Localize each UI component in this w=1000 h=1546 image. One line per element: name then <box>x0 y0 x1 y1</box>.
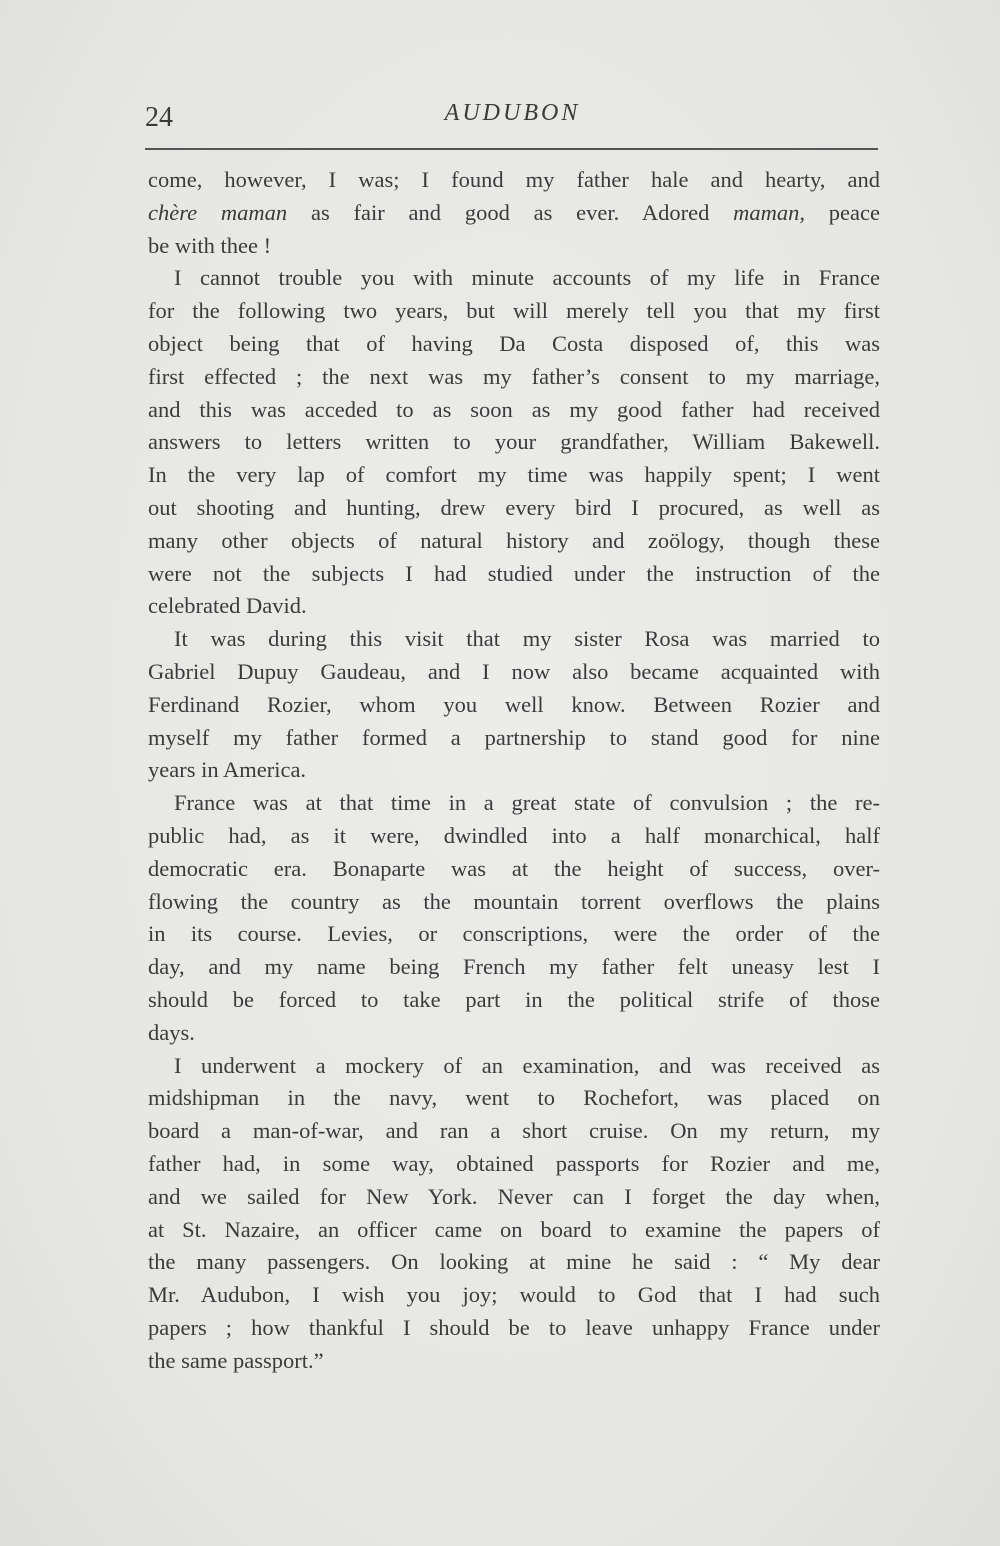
text-line: years in America. <box>148 757 307 783</box>
paragraph-3 <box>148 623 880 787</box>
text-line: democratic era. Bonaparte was at the height of success, over- <box>148 855 880 881</box>
text-line: and we sailed for New York. Never can I forget the day when, <box>148 1183 880 1209</box>
text-line: at St. Nazaire, an officer came on board to examine the papers of <box>148 1216 880 1242</box>
text-line: come, however, I was; I found my father hale and hearty, and <box>148 167 880 192</box>
text-line: be with thee ! <box>148 232 272 258</box>
text-line: Mr. Audubon, I wish you joy; would to God that I had such <box>148 1282 880 1308</box>
text-line: midshipman in the navy, went to Rochefort, was placed on <box>148 1085 880 1111</box>
paragraph-5 <box>148 1050 880 1378</box>
text-line: day, and my name being French my father felt uneasy lest I <box>148 954 880 980</box>
text-line: first effected ; the next was my father’s consent to my marriage, <box>148 363 880 389</box>
text-line: celebrated David. <box>148 593 307 619</box>
text-line: object being that of having Da Costa disposed of, this was <box>148 330 880 356</box>
italic-phrase: maman, <box>733 199 805 225</box>
paragraph-2 <box>148 262 880 623</box>
text-line: I cannot trouble you with minute accounts of my life in France <box>174 265 880 291</box>
text-line: the same passport.” <box>148 1347 324 1373</box>
text-line: for the following two years, but will merely tell you that my first <box>148 298 880 324</box>
text-line: should be forced to take part in the political strife of those <box>148 986 880 1012</box>
text-line: father had, in some way, obtained passports for Rozier and me, <box>148 1150 880 1176</box>
text-line: were not the subjects I had studied under the instruction of the <box>148 560 880 586</box>
page-number: 24 <box>145 102 173 133</box>
text-line: France was at that time in a great state of convulsion ; the re- <box>174 790 880 816</box>
page-header <box>145 100 880 140</box>
italic-phrase: chère maman <box>148 199 288 225</box>
text-line: Gabriel Dupuy Gaudeau, and I now also became acquainted with <box>148 658 880 684</box>
text-line: board a man-of-war, and ran a short cruise. On my return, my <box>148 1118 880 1144</box>
body-text <box>148 164 880 1377</box>
text-line: It was during this visit that my sister Rosa was married to <box>174 626 880 652</box>
text-line: flowing the country as the mountain torrent overflows the plains <box>148 888 880 914</box>
text-line: out shooting and hunting, drew every bird I procured, as well as <box>148 494 880 520</box>
paragraph-1 <box>148 164 880 262</box>
text-line: In the very lap of comfort my time was happily spent; I went <box>148 462 880 488</box>
text-line: public had, as it were, dwindled into a half monarchical, half <box>148 822 880 848</box>
text-line: I underwent a mockery of an examination, and was received as <box>174 1052 880 1078</box>
header-rule <box>145 148 878 150</box>
text-line: papers ; how thankful I should be to leave unhappy France under <box>148 1314 880 1340</box>
text-line: many other objects of natural history and zoölogy, though these <box>148 527 880 553</box>
text-line: in its course. Levies, or conscriptions, were the order of the <box>148 921 880 947</box>
text-line: myself my father formed a partnership to stand good for nine <box>148 724 880 750</box>
text-span: as fair and good as ever. Adored <box>287 199 734 225</box>
running-head: AUDUBON <box>444 100 581 126</box>
text-line: the many passengers. On looking at mine he said : “ My dear <box>148 1249 880 1275</box>
text-line: and this was acceded to as soon as my good father had received <box>148 396 880 422</box>
text-line: Ferdinand Rozier, whom you well know. Between Rozier and <box>148 691 880 717</box>
text-line: answers to letters written to your grandfather, William Bakewell. <box>148 429 880 455</box>
text-line <box>148 197 880 230</box>
paragraph-4 <box>148 787 880 1049</box>
text-line: days. <box>148 1019 195 1045</box>
text-span: peace <box>805 199 880 225</box>
